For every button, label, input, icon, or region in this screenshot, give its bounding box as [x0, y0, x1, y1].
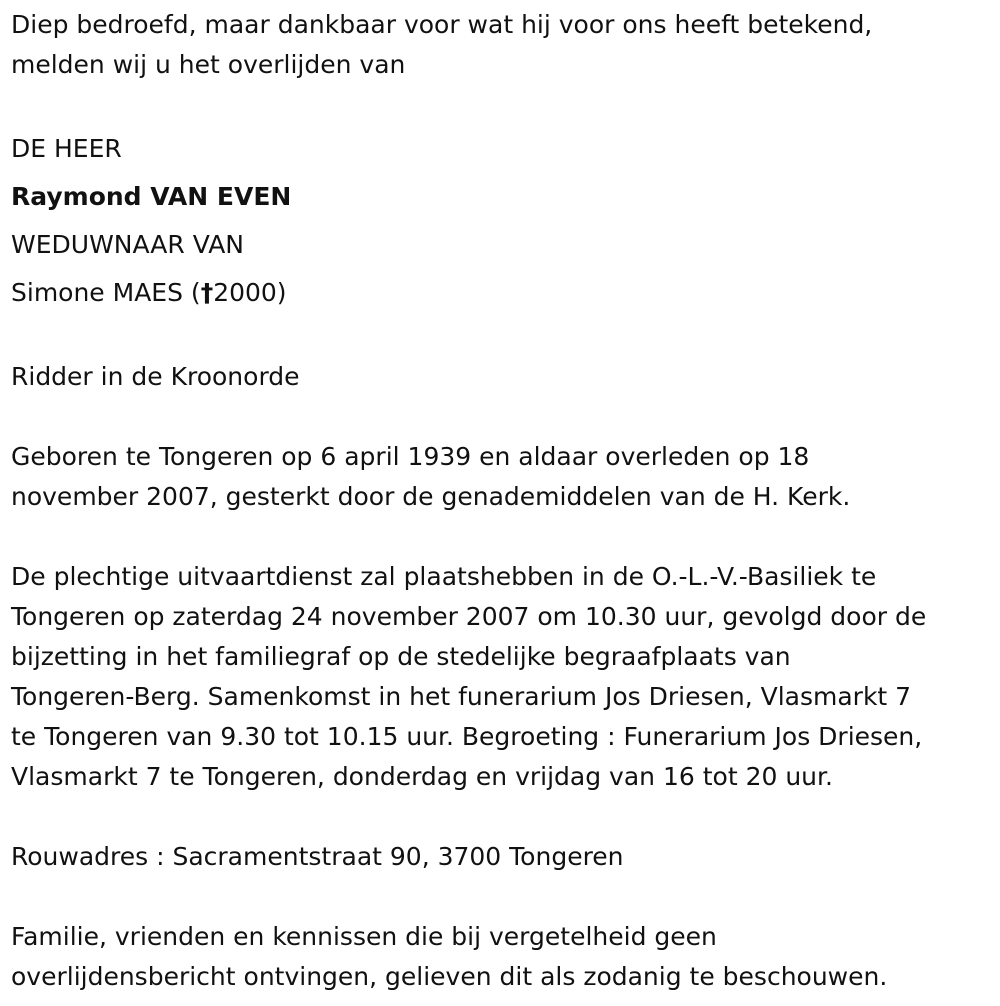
deceased-name: Raymond VAN EVEN [11, 182, 292, 211]
intro-line-2: melden wij u het overlijden van [11, 50, 406, 79]
birth-line-2: november 2007, gesterkt door de genademiddelen van de H. Kerk. [11, 482, 851, 511]
birth-line-1: Geboren te Tongeren op 6 april 1939 en aldaar overleden op 18 [11, 442, 810, 471]
widower-label: WEDUWNAAR VAN [11, 230, 245, 259]
spacer [11, 317, 996, 357]
spacer [11, 85, 996, 125]
spouse-name: Simone MAES ( [11, 278, 201, 307]
spouse-line [11, 269, 996, 317]
honor-line: Ridder in de Kroonorde [11, 362, 300, 391]
mourning-address: Rouwadres : Sacramentstraat 90, 3700 Tongeren [11, 842, 624, 871]
service-line-4: Tongeren-Berg. Samenkomst in het funerarium Jos Driesen, Vlasmarkt 7 [11, 682, 912, 711]
spacer [11, 797, 996, 837]
cross-icon: † [200, 278, 214, 307]
service-line-6: Vlasmarkt 7 te Tongeren, donderdag en vrijdag van 16 tot 20 uur. [11, 762, 833, 791]
service-line-1: De plechtige uitvaartdienst zal plaatshebben in de O.-L.-V.-Basiliek te [11, 562, 877, 591]
service-line-2: Tongeren op zaterdag 24 november 2007 om 10.30 uur, gevolgd door de [11, 602, 927, 631]
obituary-notice [11, 5, 996, 997]
title: DE HEER [11, 134, 122, 163]
service-line-5: te Tongeren van 9.30 tot 10.15 uur. Begroeting : Funerarium Jos Driesen, [11, 722, 923, 751]
spouse-death-year: 2000) [213, 278, 287, 307]
closing-line-1: Familie, vrienden en kennissen die bij vergetelheid geen [11, 922, 717, 951]
spacer [11, 397, 996, 437]
spacer [11, 877, 996, 917]
spacer [11, 517, 996, 557]
service-line-3: bijzetting in het familiegraf op de stedelijke begraafplaats van [11, 642, 791, 671]
intro-line-1: Diep bedroefd, maar dankbaar voor wat hij voor ons heeft betekend, [11, 10, 873, 39]
closing-line-2: overlijdensbericht ontvingen, gelieven dit als zodanig te beschouwen. [11, 962, 888, 991]
